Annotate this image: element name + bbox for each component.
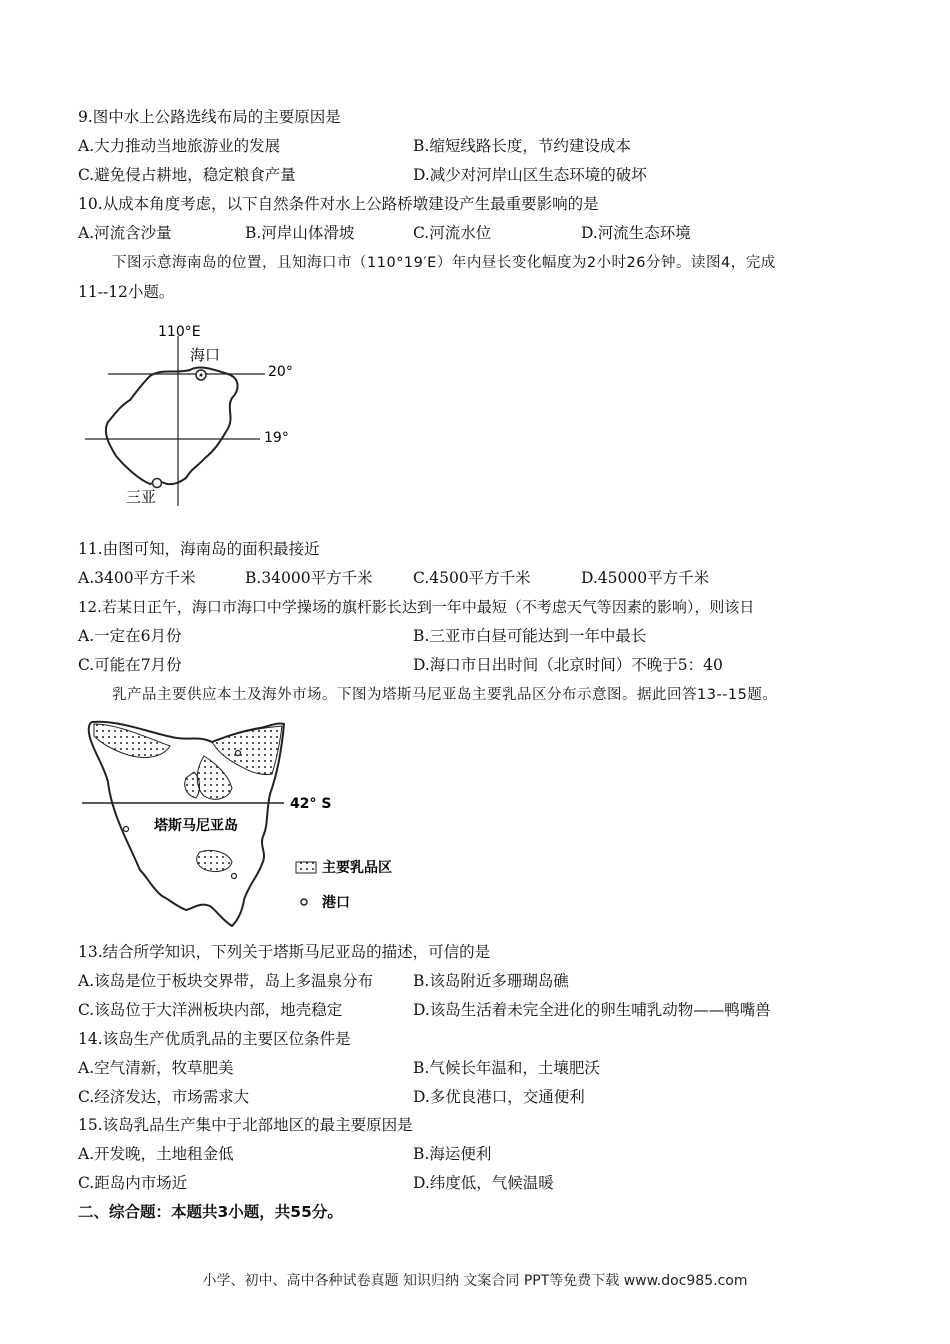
q15-option-b: B.海运便利	[413, 1145, 492, 1163]
q15-option-c: C.距岛内市场近	[78, 1174, 188, 1192]
q12-option-d: D.海口市日出时间（北京时间）不晚于5：40	[413, 656, 723, 674]
q14-option-d: D.多优良港口，交通便利	[413, 1088, 585, 1106]
haikou-dot	[200, 374, 203, 377]
haikou-label: 海口	[190, 346, 221, 364]
lon-label: 110°E	[158, 324, 201, 340]
legend-port-icon	[301, 899, 307, 905]
footer-text: 小学、初中、高中各种试卷真题 知识归纳 文案合同 PPT等免费下载 www.doc985.com	[202, 1273, 748, 1289]
q15-option-d: D.纬度低，气候温暖	[413, 1174, 554, 1192]
q13-option-d: D.该岛生活着未完全进化的卵生哺乳动物——鸭嘴兽	[413, 1001, 771, 1019]
sanya-marker	[153, 479, 162, 488]
sanya-label: 三亚	[126, 488, 157, 506]
q11-option-a: A.3400平方千米	[78, 569, 196, 587]
q11-option-b: B.34000平方千米	[245, 569, 373, 587]
port-marker-south	[232, 874, 237, 879]
q13-option-a: A.该岛是位于板块交界带，岛上多温泉分布	[78, 972, 374, 990]
intro-hainan-line2: 11--12小题。	[78, 283, 175, 301]
q15-option-a: A.开发晚，土地租金低	[78, 1145, 234, 1163]
lat42-label: 42° S	[290, 796, 332, 812]
legend-dairy-label: 主要乳品区	[322, 860, 392, 876]
tasmania-dairy-map	[82, 716, 412, 928]
hainan-island-map	[80, 318, 320, 508]
q10-option-d: D.河流生态环境	[581, 224, 691, 242]
section2-heading: 二、综合题：本题共3小题，共55分。	[78, 1203, 343, 1221]
q13-option-c: C.该岛位于大洋洲板块内部，地壳稳定	[78, 1001, 343, 1019]
q11-option-c: C.4500平方千米	[413, 569, 531, 587]
q11-stem: 11.由图可知，海南岛的面积最接近	[78, 540, 320, 558]
q9-option-a: A.大力推动当地旅游业的发展	[78, 137, 281, 155]
q10-option-b: B.河岸山体滑坡	[245, 224, 355, 242]
q10-option-a: A.河流含沙量	[78, 224, 172, 242]
q14-option-a: A.空气清新，牧草肥美	[78, 1059, 234, 1077]
q14-option-c: C.经济发达，市场需求大	[78, 1088, 250, 1106]
q9-option-c: C.避免侵占耕地，稳定粮食产量	[78, 166, 296, 184]
q10-option-c: C.河流水位	[413, 224, 492, 242]
lat20-label: 20°	[268, 364, 293, 380]
intro-tasmania: 乳产品主要供应本土及海外市场。下图为塔斯马尼亚岛主要乳品区分布示意图。据此回答13--15题。	[112, 687, 778, 703]
q12-stem: 12.若某日正午，海口市海口中学操场的旗杆影长达到一年中最短（不考虑天气等因素的影响），则该日	[78, 598, 755, 616]
intro-hainan-line1: 下图示意海南岛的位置，且知海口市（110°19′E）年内昼长变化幅度为2小时26分钟。读图4，完成	[112, 255, 776, 271]
q11-option-d: D.45000平方千米	[581, 569, 710, 587]
hainan-outline	[106, 367, 238, 484]
q13-option-b: B.该岛附近多珊瑚岛礁	[413, 972, 569, 990]
port-marker-west	[124, 827, 129, 832]
legend-port-label: 港口	[322, 895, 350, 911]
q13-stem: 13.结合所学知识，下列关于塔斯马尼亚岛的描述，可信的是	[78, 943, 491, 961]
legend-dairy-swatch	[296, 862, 316, 873]
island-label: 塔斯马尼亚岛	[154, 818, 238, 834]
q12-option-a: A.一定在6月份	[78, 627, 182, 645]
q12-option-b: B.三亚市白昼可能达到一年中最长	[413, 627, 647, 645]
q9-option-b: B.缩短线路长度，节约建设成本	[413, 137, 631, 155]
q9-option-d: D.减少对河岸山区生态环境的破坏	[413, 166, 647, 184]
q12-option-c: C.可能在7月份	[78, 656, 182, 674]
q14-option-b: B.气候长年温和，土壤肥沃	[413, 1059, 600, 1077]
lat19-label: 19°	[264, 430, 289, 446]
q9-stem: 9.图中水上公路选线布局的主要原因是	[78, 108, 341, 126]
q15-stem: 15.该岛乳品生产集中于北部地区的最主要原因是	[78, 1116, 413, 1134]
q14-stem: 14.该岛生产优质乳品的主要区位条件是	[78, 1030, 351, 1048]
q10-stem: 10.从成本角度考虑，以下自然条件对水上公路桥墩建设产生最重要影响的是	[78, 195, 599, 213]
port-marker-north	[236, 751, 241, 756]
